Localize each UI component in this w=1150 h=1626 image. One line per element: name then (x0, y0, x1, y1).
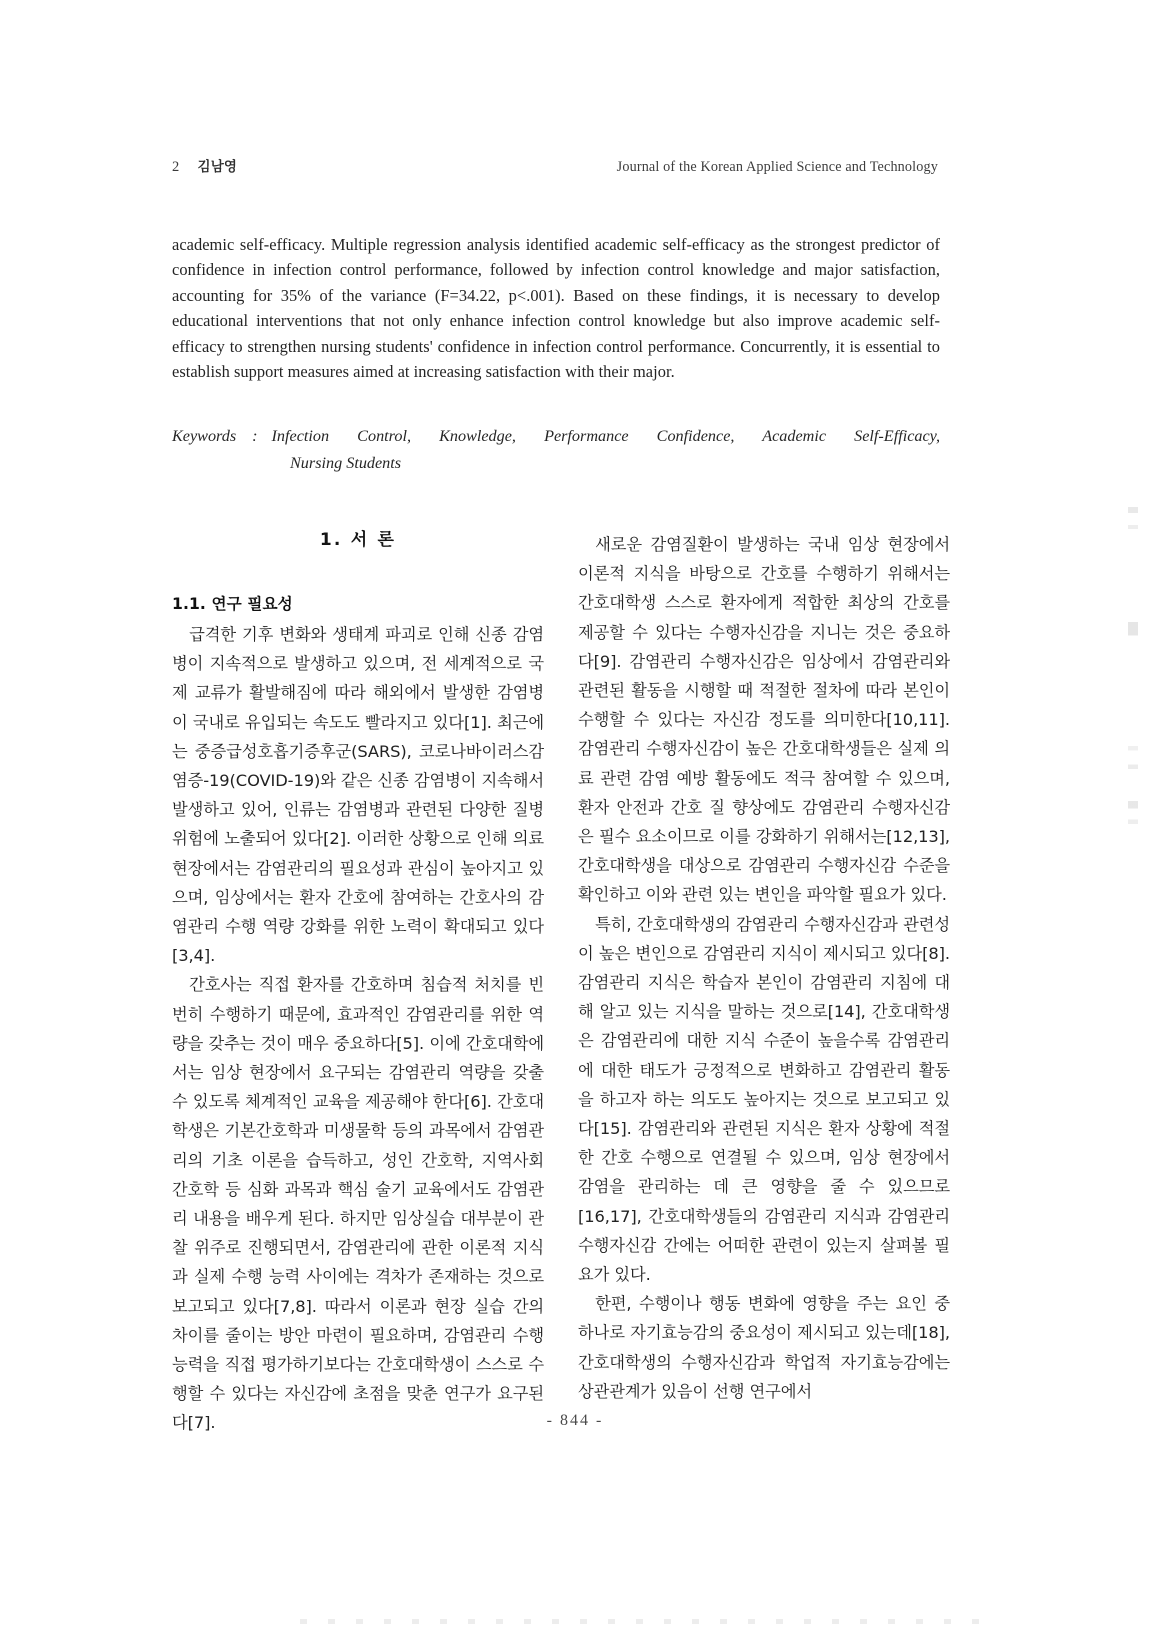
scan-artifact-right-edge (1128, 470, 1138, 930)
keywords-list-line-1: Infection Control, Knowledge, Performance Confidence, Academic Self-Efficacy, (271, 427, 940, 445)
keywords-block (172, 424, 940, 476)
scan-artifact-bottom-edge (300, 1619, 1000, 1624)
running-head-page-number: 2 (172, 159, 180, 175)
paragraph: 급격한 기후 변화와 생태계 파괴로 인해 신종 감염병이 지속적으로 발생하고 있으며, 전 세계적으로 국제 교류가 활발해짐에 따라 해외에서 발생한 감염병이 국내로 유입되는 속도도 빨라지고 있다[1]. 최근에는 중증급성호흡기증후군(SARS), 코로나바이러스감염증-19(COVID-19)와 같은 신종 감염병이 지속해서 발생하고 있어, 인류는 감염병과 관련된 다양한 질병 위험에 노출되어 있다[2]. 이러한 상황으로 인해 의료 현장에서는 감염관리의 필요성과 관심이 높아지고 있으며, 임상에서는 환자 간호에 참여하는 간호사의 감염관리 수행 역량 강화를 위한 노력이 확대되고 있다[3,4]. (172, 625, 544, 966)
keywords-separator: : (252, 427, 258, 445)
paragraph: 특히, 간호대학생의 감염관리 수행자신감과 관련성이 높은 변인으로 감염관리 지식이 제시되고 있다[8]. 감염관리 지식은 학습자 본인이 감염관리 지침에 대해 알고 있는 지식을 말하는 것으로[14], 간호대학생은 감염관리에 대한 지식 수준이 높을수록 감염관리에 대한 태도가 긍정적으로 변화하고 감염관리 활동을 하고자 하는 의도도 높아지는 것으로 보고되고 있다[15]. 감염관리와 관련된 지식은 환자 상황에 적절한 간호 수행으로 연결될 수 있으며, 임상 현장에서 감염을 관리하는 데 큰 영향을 줄 수 있으므로[16,17], 간호대학생들의 감염관리 지식과 감염관리 수행자신감 간에는 어떠한 관련이 있는지 살펴볼 필요가 있다. (578, 914, 950, 1285)
running-head-author: 김남영 (197, 159, 238, 175)
body-column-right (578, 530, 950, 1406)
footer-page-number: - 844 - (546, 1412, 604, 1429)
paragraph: 한편, 수행이나 행동 변화에 영향을 주는 요인 중 하나로 자기효능감의 중요성이 제시되고 있는데[18], 간호대학생의 수행자신감과 학업적 자기효능감에는 상관관계가 있음이 선행 연구에서 (578, 1294, 950, 1401)
running-head-left (172, 155, 237, 176)
subsection-title: 1.1. 연구 필요성 (172, 595, 293, 613)
section-title: 1. 서 론 (319, 530, 397, 550)
body-column-left (172, 592, 544, 1438)
keywords-label: Keywords (172, 427, 237, 445)
paragraph: 새로운 감염질환이 발생하는 국내 임상 현장에서 이론적 지식을 바탕으로 간호를 수행하기 위해서는 간호대학생 스스로 환자에게 적합한 최상의 간호를 제공할 수 있다는 수행자신감을 지니는 것은 중요하다[9]. 감염관리 수행자신감은 임상에서 감염관리와 관련된 활동을 시행할 때 적절한 절차에 따라 본인이 수행할 수 있다는 자신감 정도를 의미한다[10,11]. 감염관리 수행자신감이 높은 간호대학생들은 실제 의료 관련 감염 예방 활동에도 적극 참여할 수 있으며, 환자 안전과 간호 질 향상에도 감염관리 수행자신감은 필수 요소이므로 이를 강화하기 위해서는[12,13], 간호대학생을 대상으로 감염관리 수행자신감 수준을 확인하고 이와 관련 있는 변인을 파악할 필요가 있다. (578, 535, 950, 905)
abstract-text: academic self-efficacy. Multiple regression analysis identified academic self-efficacy as the strongest predictor of confidence in infection control performance, followed by infection control knowledge and major satisfaction, accounting for 35% of the variance (F=34.22, p<.001). Based on these findings, it is necessary to develop educational interventions that not only enhance infection control knowledge but also improve academic self-efficacy to strengthen nursing students' confidence in infection control performance. Concurrently, it is essential to establish support measures aimed at increasing satisfaction with their major. (172, 235, 940, 382)
keywords-first-line (172, 424, 940, 450)
paragraph: 간호사는 직접 환자를 간호하며 침습적 처치를 빈번히 수행하기 때문에, 효과적인 감염관리를 위한 역량을 갖추는 것이 매우 중요하다[5]. 이에 간호대학에서는 임상 현장에서 요구되는 감염관리 역량을 갖출 수 있도록 체계적인 교육을 제공해야 한다[6]. 간호대학생은 기본간호학과 미생물학 등의 과목에서 감염관리의 기초 이론을 습득하고, 성인 간호학, 지역사회 간호학 등 심화 과목과 핵심 술기 교육에서도 감염관리 내용을 배우게 된다. 하지만 임상실습 대부분이 관찰 위주로 진행되면서, 감염관리에 관한 이론적 지식과 실제 수행 능력 사이에는 격차가 존재하는 것으로 보고되고 있다[7,8]. 따라서 이론과 현장 실습 간의 차이를 줄이는 방안 마련이 필요하며, 감염관리 수행 능력을 직접 평가하기보다는 간호대학생이 스스로 수행할 수 있다는 자신감에 초점을 맞춘 연구가 요구된다[7]. (172, 975, 544, 1433)
running-head (172, 155, 938, 177)
keywords-list-line-2: Nursing Students (290, 453, 402, 472)
running-head-journal-title: Journal of the Korean Applied Science and Technology (616, 159, 938, 175)
